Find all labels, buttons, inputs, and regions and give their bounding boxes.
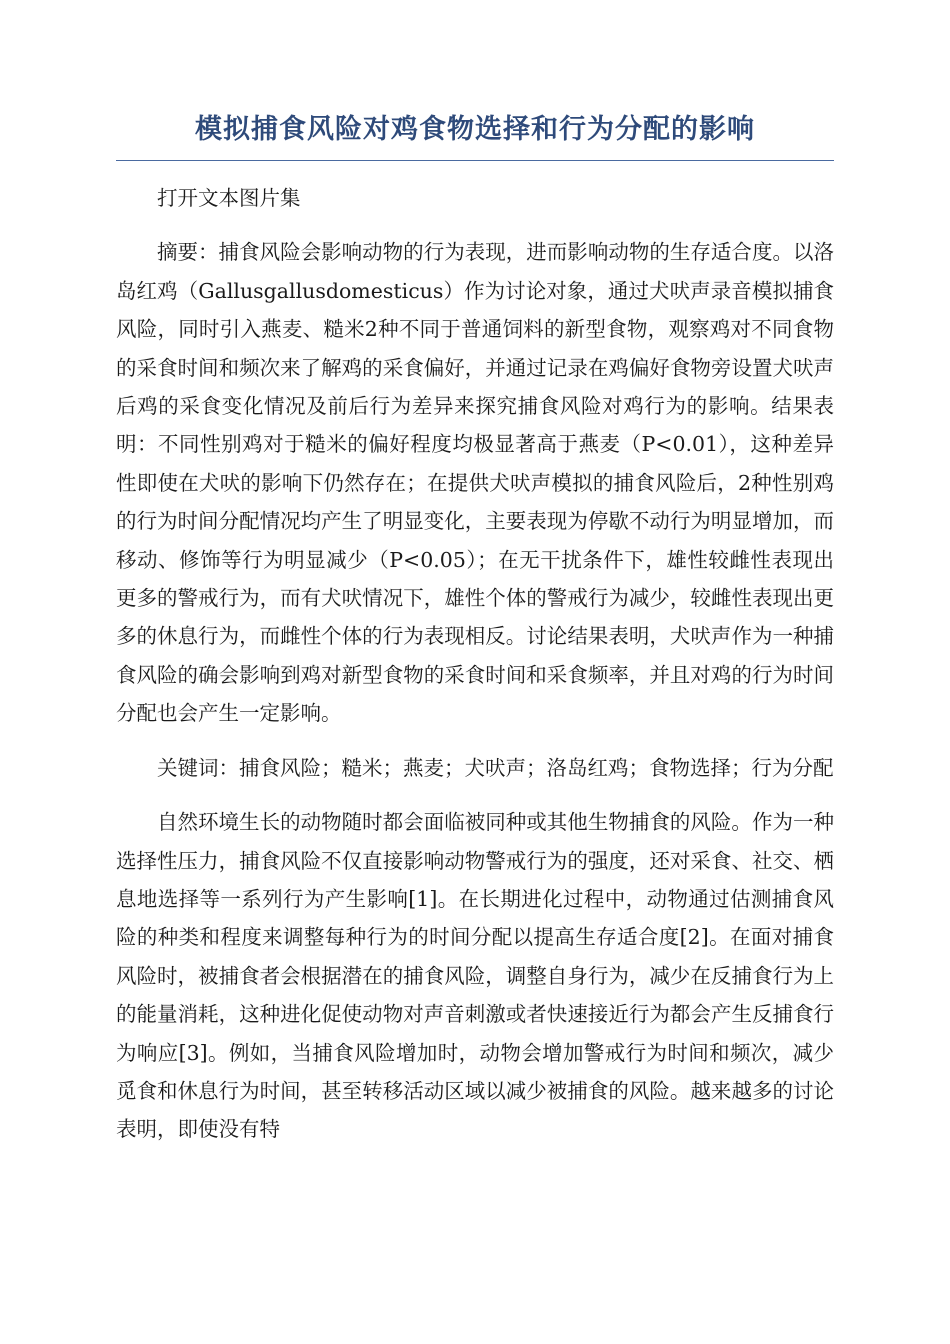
title-underline — [116, 160, 834, 161]
body-paragraph: 自然环境生长的动物随时都会面临被同种或其他生物捕食的风险。作为一种选择性压力，捕食风险不仅直接影响动物警戒行为的强度，还对采食、社交、栖息地选择等一系列行为产生影响[1]。在长期进化过程中，动物通过估测捕食风险的种类和程度来调整每种行为的时间分配以提高生存适合度[2]。在面对捕食风险时，被捕食者会根据潜在的捕食风险，调整自身行为，减少在反捕食行为上的能量消耗，这种进化促使动物对声音刺激或者快速接近行为都会产生反捕食行为响应[3]。例如，当捕食风险增加时，动物会增加警戒行为时间和频次，减少觅食和休息行为时间，甚至转移活动区域以减少被捕食的风险。越来越多的讨论表明，即使没有特 — [116, 810, 834, 1142]
document-title: 模拟捕食风险对鸡食物选择和行为分配的影响 — [195, 114, 755, 145]
keywords-paragraph: 关键词：捕食风险；糙米；燕麦；犬吠声；洛岛红鸡；食物选择；行为分配 — [157, 755, 834, 780]
open-gallery-link[interactable]: 打开文本图片集 — [157, 186, 301, 210]
document-page — [116, 108, 834, 1149]
abstract-paragraph: 摘要：捕食风险会影响动物的行为表现，进而影响动物的生存适合度。以洛岛红鸡（Gallusgallusdomesticus）作为讨论对象，通过犬吠声录音模拟捕食风险，同时引入燕麦、糙米2种不同于普通饲料的新型食物，观察鸡对不同食物的采食时间和频次来了解鸡的采食偏好，并通过记录在鸡偏好食物旁设置犬吠声后鸡的采食变化情况及前后行为差异来探究捕食风险对鸡行为的影响。结果表明：不同性别鸡对于糙米的偏好程度均极显著高于燕麦（P<0.01），这种差异性即使在犬吠的影响下仍然存在；在提供犬吠声模拟的捕食风险后，2种性别鸡的行为时间分配情况均产生了明显变化，主要表现为停歇不动行为明显增加，而移动、修饰等行为明显减少（P<0.05）；在无干扰条件下，雄性较雌性表现出更多的警戒行为，而有犬吠情况下，雄性个体的警戒行为减少，较雌性表现出更多的休息行为，而雌性个体的行为表现相反。讨论结果表明，犬吠声作为一种捕食风险的确会影响到鸡对新型食物的采食时间和采食频率，并且对鸡的行为时间分配也会产生一定影响。 — [116, 240, 834, 726]
